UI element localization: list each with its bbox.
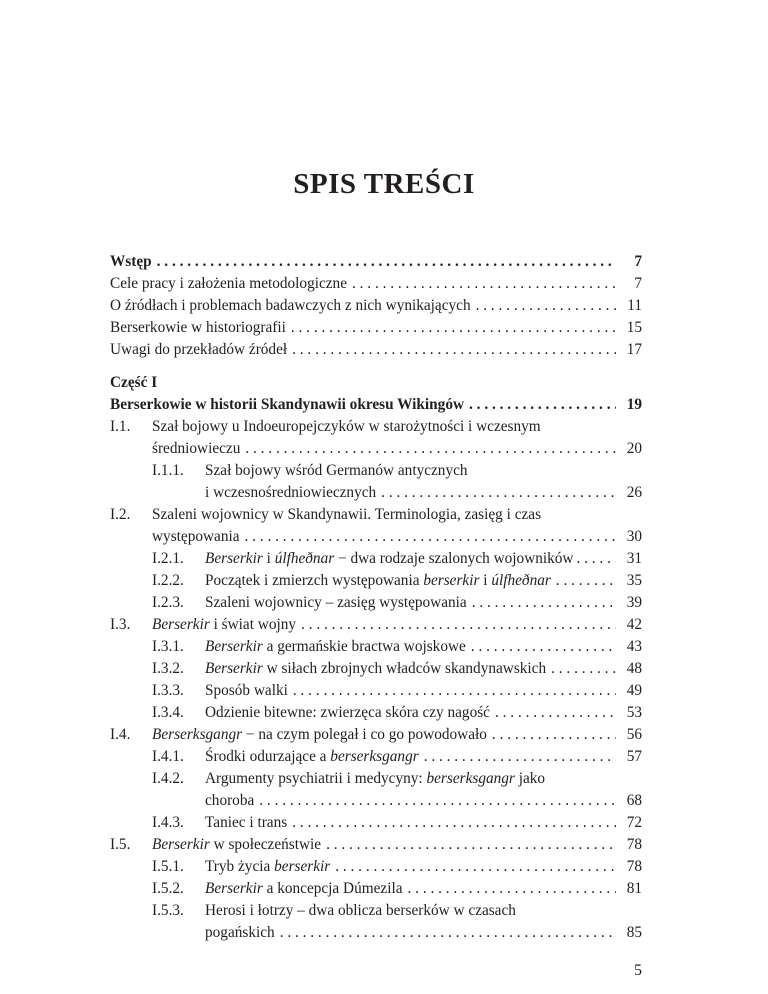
toc-entry-i34[interactable]: Odzienie bitewne: zwierzęca skóra czy nagość . . . 53 xyxy=(205,702,642,724)
toc-entry-i1-line1[interactable]: Szał bojowy u Indoeuropejczyków w starożytności i wczesnym xyxy=(152,418,541,435)
toc-entry-i52[interactable]: Berserkir a koncepcja Dúmezila . . . 81 xyxy=(205,878,642,900)
toc-entry-i1[interactable]: średniowieczu . . . 20 xyxy=(152,438,642,460)
toc-entry-i42[interactable]: choroba . . . 68 xyxy=(205,790,642,812)
toc-entry-i42-line1[interactable]: Argumenty psychiatrii i medycyny: berserksgangr jako xyxy=(205,770,546,787)
section-number: I.2. xyxy=(110,506,131,523)
toc-entry-i5[interactable]: Berserkir w społeczeństwie . . . 78 xyxy=(152,834,642,856)
toc-entry-i51[interactable]: Tryb życia berserkir . . . 78 xyxy=(205,856,642,878)
toc-entry-i33[interactable]: Sposób walki . . . 49 xyxy=(205,680,642,702)
section-number: I.3.4. xyxy=(152,704,184,721)
term-ulfhednar: úlfheðnar xyxy=(274,550,335,567)
part-label: Część I xyxy=(110,374,158,391)
toc-entry-historiografia[interactable]: Berserkowie w historiografii . . . 15 xyxy=(110,317,642,339)
section-number: I.4.2. xyxy=(152,770,184,787)
toc-entry-i53-line1[interactable]: Herosi i łotrzy – dwa oblicza berserków w czasach xyxy=(205,902,516,919)
toc-entry-i31[interactable]: Berserkir a germańskie bractwa wojskowe . . . 43 xyxy=(205,636,642,658)
term-berserkir: Berserkir xyxy=(205,550,263,567)
page-number: 5 xyxy=(634,962,642,979)
section-number: I.5.3. xyxy=(152,902,184,919)
section-number: I.4.1. xyxy=(152,748,184,765)
toc-entry-i21[interactable]: Berserkir i úlfheðnar − dwa rodzaje szalonych wojowników . . . 31 xyxy=(205,548,642,570)
toc-entry-wstep[interactable]: Wstęp . . . 7 xyxy=(110,251,642,273)
section-number: I.2.2. xyxy=(152,572,184,589)
section-number: I.2.1. xyxy=(152,550,184,567)
toc-entry-i41[interactable]: Środki odurzające a berserksgangr . . . 57 xyxy=(205,746,642,768)
toc-entry-i11-line1[interactable]: Szał bojowy wśród Germanów antycznych xyxy=(205,462,468,479)
section-number: I.4. xyxy=(110,726,131,743)
toc-entry-i11[interactable]: i wczesnośredniowiecznych . . . 26 xyxy=(205,482,642,504)
toc-entry-i23[interactable]: Szaleni wojownicy – zasięg występowania . . . 39 xyxy=(205,592,642,614)
toc-entry-part1[interactable]: Berserkowie w historii Skandynawii okresu Wikingów . . . 19 xyxy=(110,394,642,416)
toc-entry-i4[interactable]: Berserksgangr − na czym polegał i co go powodowało . . . 56 xyxy=(152,724,642,746)
toc-entry-cele[interactable]: Cele pracy i założenia metodologiczne . . . 7 xyxy=(110,273,642,295)
section-number: I.1.1. xyxy=(152,462,184,479)
section-number: I.4.3. xyxy=(152,814,184,831)
page-title: SPIS TREŚCI xyxy=(293,168,475,200)
section-number: I.5.1. xyxy=(152,858,184,875)
toc-entry-i2-line1[interactable]: Szaleni wojownicy w Skandynawii. Terminologia, zasięg i czas xyxy=(152,506,542,523)
toc-entry-i43[interactable]: Taniec i trans . . . 72 xyxy=(205,812,642,834)
toc-entry-i2[interactable]: występowania . . . 30 xyxy=(152,526,642,548)
section-number: I.1. xyxy=(110,418,131,435)
section-number: I.3.3. xyxy=(152,682,184,699)
toc-entry-i53[interactable]: pogańskich . . . 85 xyxy=(205,922,642,944)
section-number: I.5. xyxy=(110,836,131,853)
toc-entry-i22[interactable]: Początek i zmierzch występowania berserkir i úlfheðnar . . . 35 xyxy=(205,570,642,592)
section-number: I.3. xyxy=(110,616,131,633)
toc-entry-i32[interactable]: Berserkir w siłach zbrojnych władców skandynawskich . . . 48 xyxy=(205,658,642,680)
section-number: I.2.3. xyxy=(152,594,184,611)
section-number: I.3.2. xyxy=(152,660,184,677)
toc-entry-uwagi[interactable]: Uwagi do przekładów źródeł . . . 17 xyxy=(110,339,642,361)
section-number: I.3.1. xyxy=(152,638,184,655)
section-number: I.5.2. xyxy=(152,880,184,897)
toc-entry-zrodla[interactable]: O źródłach i problemach badawczych z nich wynikających . . . 11 xyxy=(110,295,642,317)
toc-entry-i3[interactable]: Berserkir i świat wojny . . . 42 xyxy=(152,614,642,636)
